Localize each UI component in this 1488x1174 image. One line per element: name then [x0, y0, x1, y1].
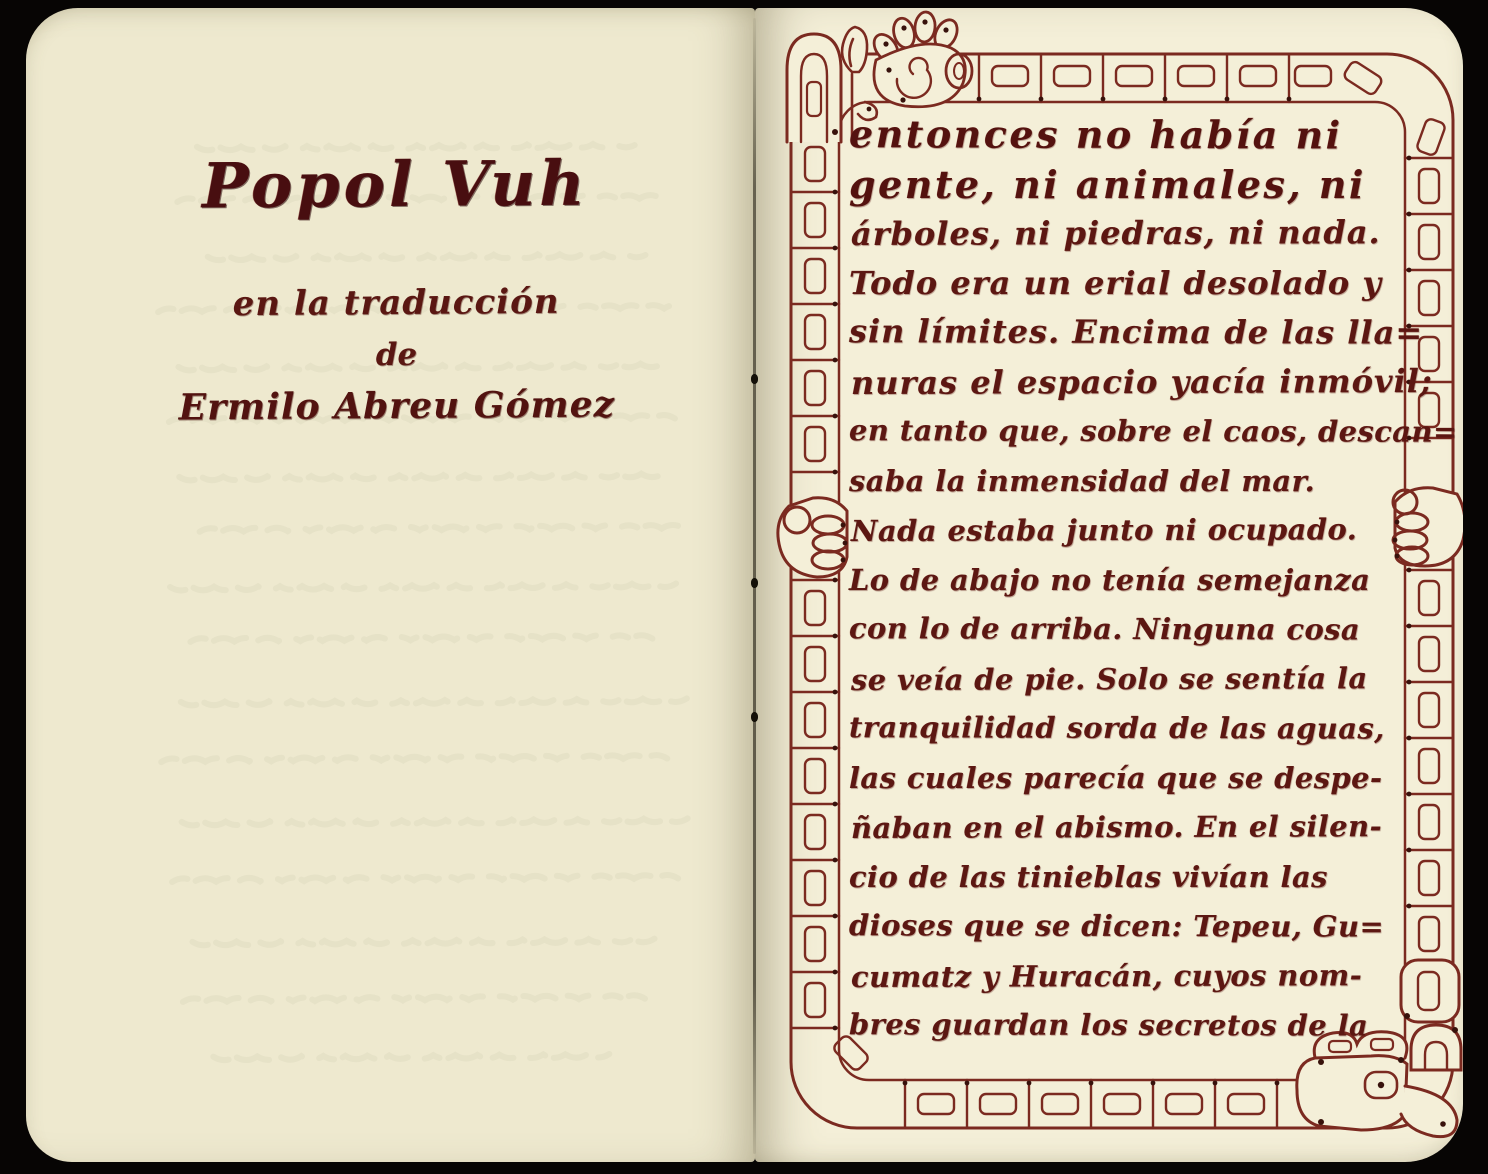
page-title: Popol Vuh	[201, 146, 589, 223]
maya-hand-glyph-left	[778, 498, 848, 577]
manuscript-line: saba la inmensidad del mar.	[849, 463, 1316, 498]
manuscript-line: árboles, ni piedras, ni nada.	[850, 213, 1381, 254]
manuscript-line: en tanto que, sobre el caos, descan=	[848, 413, 1458, 449]
manuscript-line: Todo era un erial desolado y	[849, 263, 1382, 302]
manuscript-line: tranquilidad sorda de las aguas,	[848, 710, 1385, 746]
right-page	[755, 8, 1463, 1162]
manuscript-line: Lo de abajo no tenía semejanza	[849, 562, 1371, 597]
translation-de: de	[375, 336, 418, 374]
title-block	[85, 146, 707, 429]
manuscript-line: cumatz y Huracán, cuyos nom-	[850, 957, 1363, 994]
maya-shell-glyph	[869, 11, 972, 107]
manuscript-line: entonces no había ni	[848, 111, 1343, 158]
manuscript-line: ñaban en el abismo. En el silen-	[850, 809, 1383, 846]
binding-stitch	[751, 374, 758, 384]
manuscript-line: cio de las tinieblas vivían las	[849, 859, 1328, 894]
manuscript-text	[848, 110, 1458, 1051]
manuscript-line: gente, ni animales, ni	[849, 161, 1366, 207]
maya-arch-glyph	[787, 34, 841, 142]
manuscript-line: bres guardan los secretos de la	[848, 1007, 1369, 1043]
manuscript-line: sin límites. Encima de las lla=	[848, 312, 1424, 352]
left-page	[26, 8, 755, 1162]
manuscript-line: con lo de arriba. Ninguna cosa	[848, 611, 1361, 647]
open-book	[26, 8, 1463, 1164]
manuscript-line: dioses que se dicen: Tepeu, Gu=	[848, 908, 1385, 944]
binding-stitch	[751, 712, 758, 722]
manuscript-line: Nada estaba junto ni ocupado.	[850, 512, 1358, 549]
manuscript-line: se veía de pie. Solo se sentía la	[850, 660, 1368, 697]
author-name: Ermilo Abreu Gómez	[178, 383, 616, 429]
manuscript-line: nuras el espacio yacía inmóvil;	[850, 361, 1433, 402]
translation-note: en la traducción	[232, 281, 560, 325]
binding-stitch	[751, 578, 758, 588]
manuscript-line: las cuales parecía que se despe-	[849, 760, 1383, 795]
